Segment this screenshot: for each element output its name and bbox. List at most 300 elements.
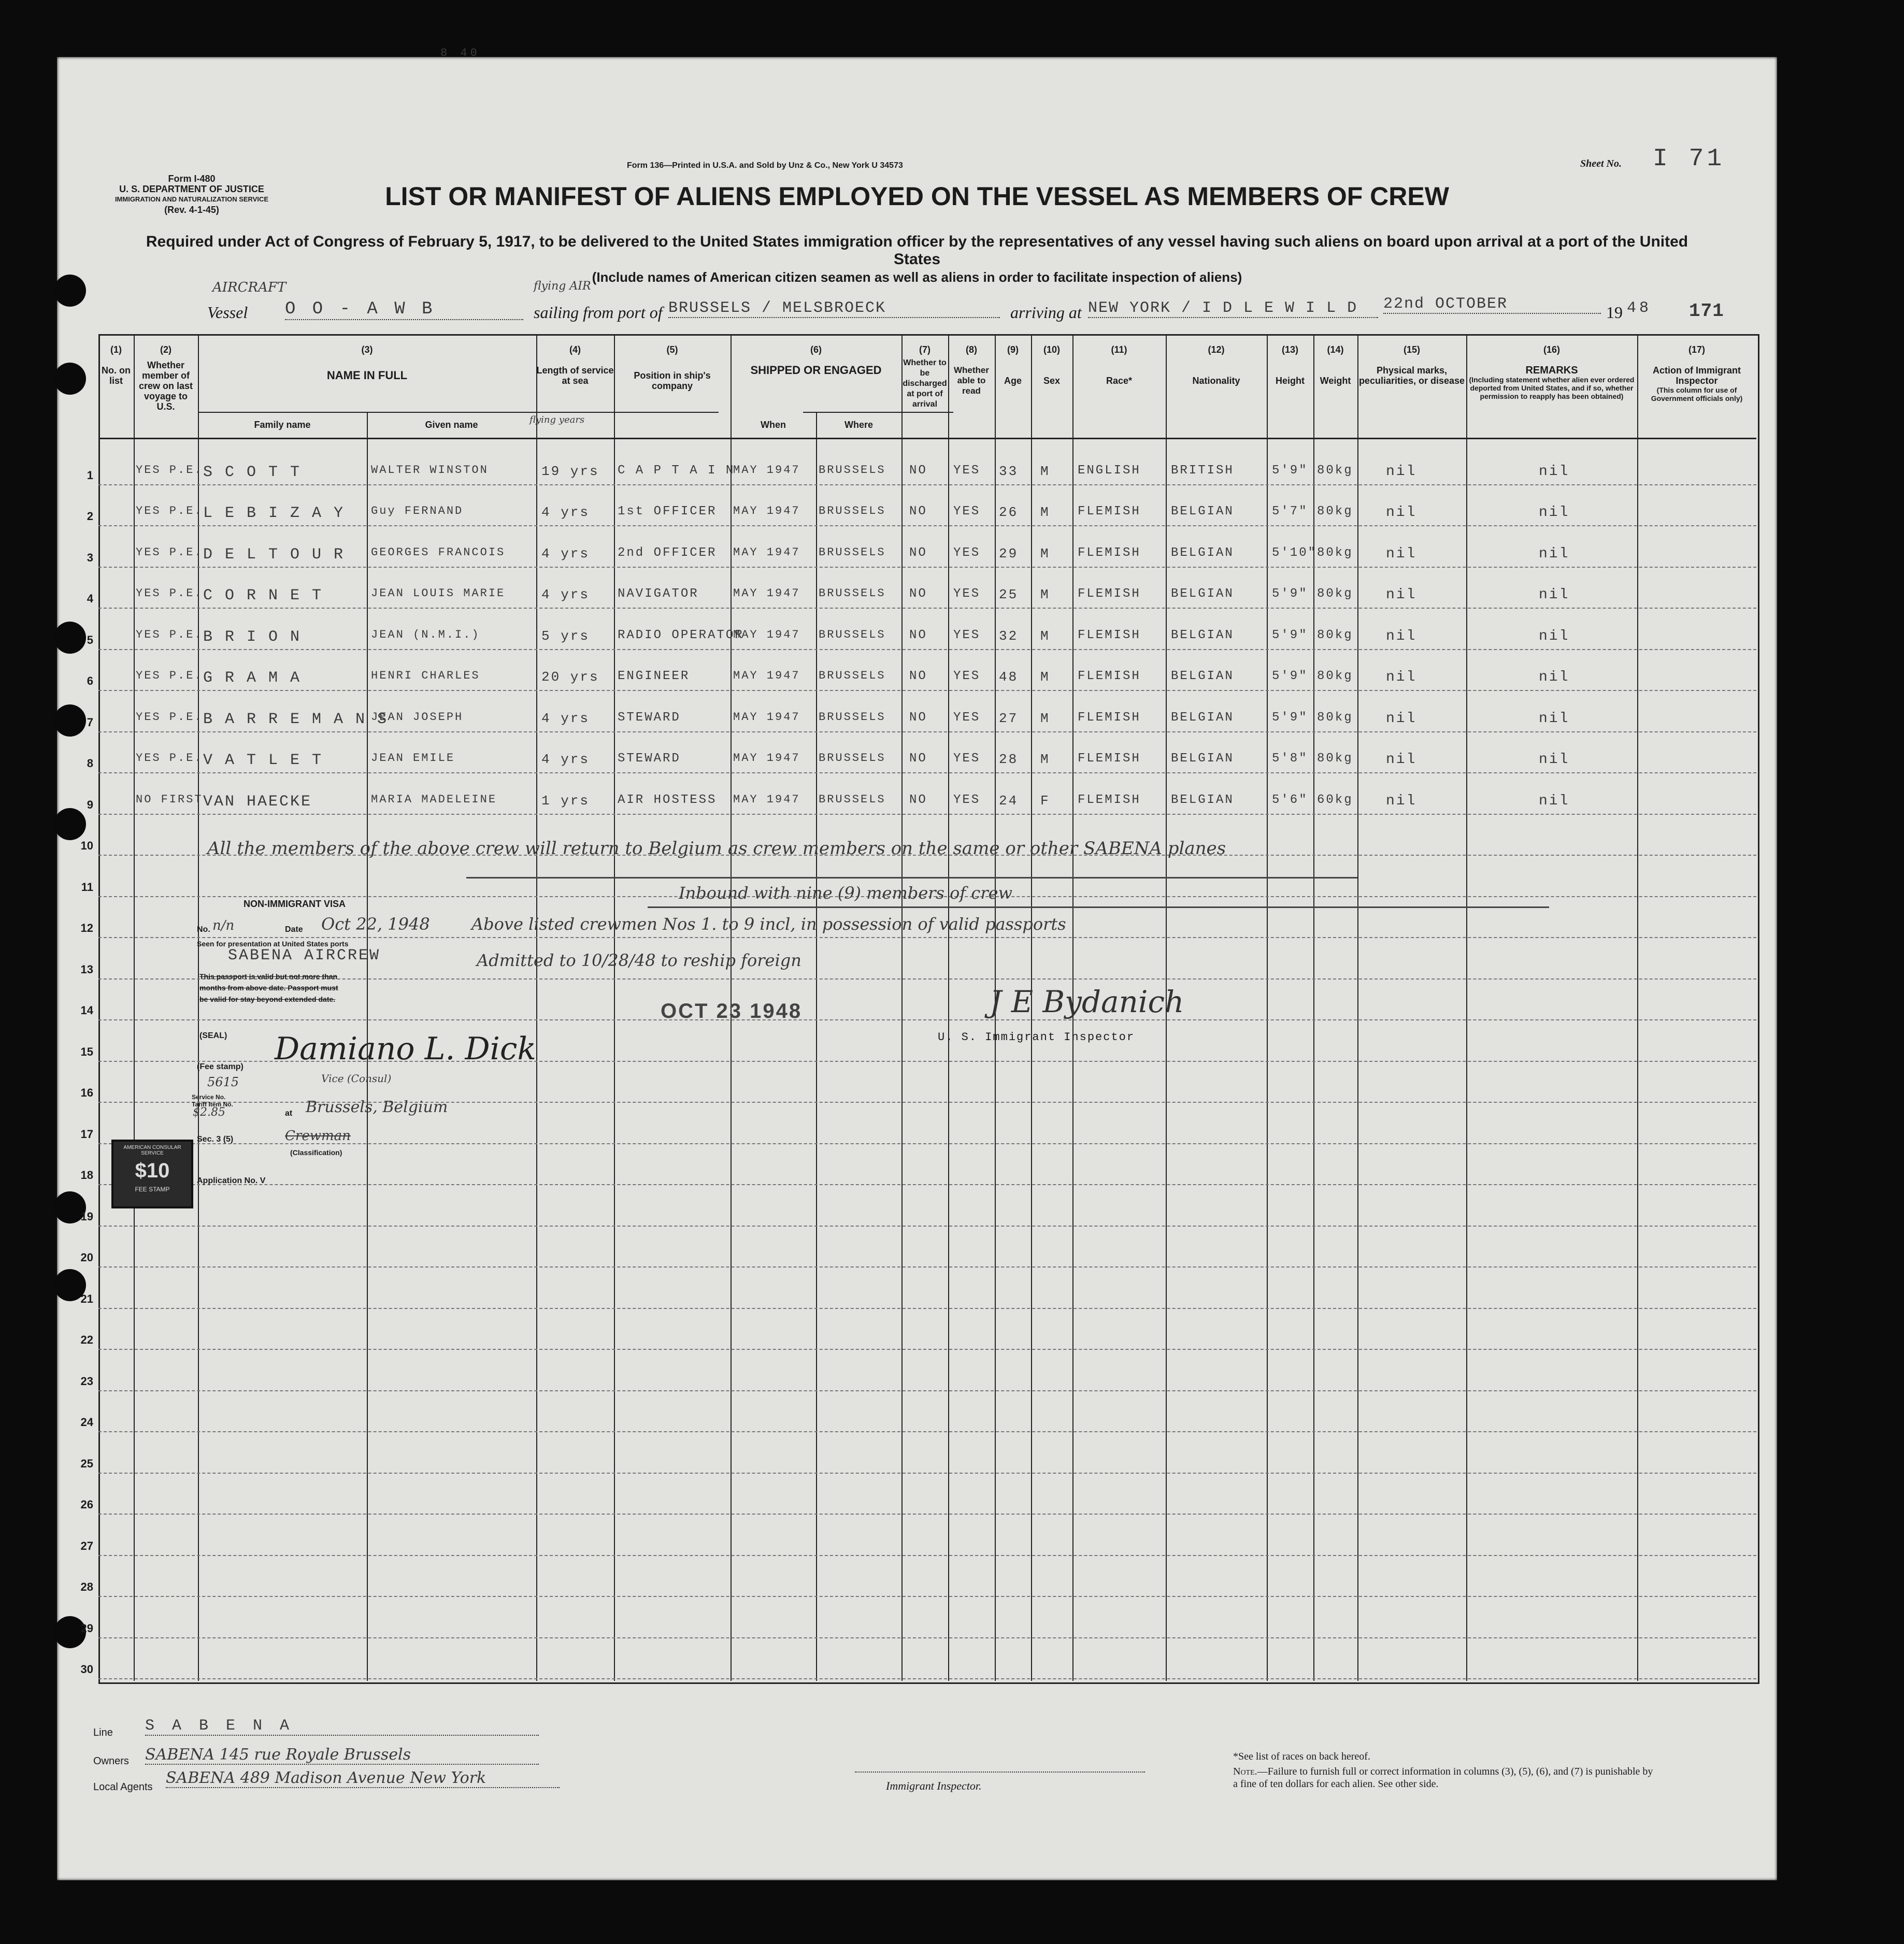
crew-given-name: JEAN EMILE — [371, 752, 455, 765]
crew-discharged: NO — [909, 463, 927, 478]
crew-race: ENGLISH — [1078, 463, 1141, 478]
sheet-label: Sheet No. — [1580, 158, 1622, 169]
crew-shipped-where: BRUSSELS — [819, 710, 886, 724]
crew-able-to-read: YES — [953, 463, 981, 478]
crew-nationality: BELGIAN — [1171, 545, 1234, 560]
consul-signature: Damiano L. Dick — [275, 1031, 536, 1067]
crew-given-name: MARIA MADELEINE — [371, 793, 497, 806]
crew-height: 5'6" — [1272, 793, 1308, 807]
row-number: 28 — [80, 1580, 93, 1593]
crew-race: FLEMISH — [1078, 710, 1141, 725]
crew-shipped-when: MAY 1947 — [733, 793, 800, 806]
crew-weight: 80kg — [1317, 710, 1353, 725]
crew-race: FLEMISH — [1078, 793, 1141, 807]
col-8-header: (8) Whether able to read — [954, 344, 989, 396]
punch-hole — [54, 808, 86, 840]
crew-shipped-where: BRUSSELS — [819, 545, 886, 559]
row-line — [98, 772, 1756, 773]
row-number: 5 — [87, 633, 93, 646]
crew-race: FLEMISH — [1078, 587, 1141, 601]
crew-remarks: nil — [1539, 628, 1570, 644]
arriving-label: arriving at — [1010, 303, 1082, 322]
col-line — [948, 334, 949, 1681]
year-value: 48 — [1627, 299, 1652, 317]
visa-date-label: Date — [285, 925, 303, 934]
crew-given-name: WALTER WINSTON — [371, 463, 489, 477]
row-line — [98, 567, 1756, 568]
crew-height: 5'8" — [1272, 752, 1308, 766]
col-4-header: (4) Length of service at sea — [536, 344, 614, 386]
crew-marks: nil — [1386, 793, 1417, 809]
crew-position: STEWARD — [618, 710, 681, 725]
crew-age: 25 — [999, 587, 1019, 602]
crew-shipped-when: MAY 1947 — [733, 710, 800, 724]
row-number: 24 — [80, 1416, 93, 1429]
crew-shipped-when: MAY 1947 — [733, 628, 800, 641]
crew-age: 29 — [999, 545, 1019, 561]
crew-height: 5'9" — [1272, 587, 1308, 601]
crew-position: 2nd OFFICER — [618, 545, 717, 560]
row-number: 11 — [81, 880, 93, 894]
passport-note: Above listed crewmen Nos 1. to 9 incl, in possession of valid passports — [471, 914, 1066, 934]
visa-date-value: Oct 22, 1948 — [321, 914, 430, 934]
row-number: 7 — [87, 715, 93, 729]
row-line — [98, 731, 1756, 732]
visa-valid-2: months from above date. Passport must — [199, 984, 338, 992]
crew-remarks: nil — [1539, 463, 1570, 480]
fee-amount: $2.85 — [193, 1106, 225, 1119]
row-number: 26 — [80, 1498, 93, 1511]
crew-position: NAVIGATOR — [618, 587, 699, 601]
visa-no-value: n/n — [212, 918, 235, 933]
crew-weight: 80kg — [1317, 463, 1353, 478]
crew-weight: 60kg — [1317, 793, 1353, 807]
at-label: at — [285, 1109, 293, 1118]
col-17-header: (17) Action of Immigrant Inspector (This column for use of Government officials only) — [1651, 344, 1743, 402]
col-line — [134, 334, 135, 1681]
row-line — [98, 1308, 1756, 1309]
at-value: Brussels, Belgium — [306, 1098, 448, 1116]
crew-shipped-when: MAY 1947 — [733, 587, 800, 600]
crew-marks: nil — [1386, 669, 1417, 685]
crew-discharged: NO — [909, 793, 927, 807]
crew-discharged: NO — [909, 587, 927, 601]
crew-able-to-read: YES — [953, 628, 981, 642]
date-stamp: OCT 23 1948 — [661, 1000, 803, 1023]
crew-shipped-when: MAY 1947 — [733, 545, 800, 559]
races-note: *See list of races on back hereof. — [1233, 1751, 1370, 1762]
visa-seen-value: SABENA AIRCREW — [228, 947, 381, 964]
row-number: 21 — [80, 1292, 93, 1305]
crew-family-name: C O R N E T — [203, 587, 323, 604]
line-value: S A B E N A — [145, 1717, 539, 1736]
crew-weight: 80kg — [1317, 752, 1353, 766]
col-5-header: (5) Position in ship's company — [634, 344, 711, 391]
crew-given-name: JEAN JOSEPH — [371, 710, 464, 724]
crew-able-to-read: YES — [953, 710, 981, 725]
crew-prev-voyage: YES P.E. — [136, 505, 203, 517]
crew-nationality: BELGIAN — [1171, 669, 1234, 683]
visa-valid-3: be valid for stay beyond extended date. — [199, 995, 336, 1003]
row-line — [98, 1678, 1756, 1679]
crew-sex: M — [1040, 669, 1050, 685]
crew-prev-voyage: YES P.E. — [136, 628, 203, 641]
col-9-header: (9) Age — [1004, 344, 1022, 386]
crew-age: 48 — [999, 669, 1019, 685]
crew-able-to-read: YES — [953, 545, 981, 560]
row-number: 4 — [87, 592, 93, 605]
crew-family-name: L E B I Z A Y — [203, 505, 345, 522]
crew-remarks: nil — [1539, 710, 1570, 727]
crew-given-name: JEAN (N.M.I.) — [371, 628, 480, 641]
col-6-header: (6) SHIPPED OR ENGAGED — [750, 344, 882, 377]
row-number: 18 — [80, 1169, 93, 1182]
crew-remarks: nil — [1539, 669, 1570, 685]
crew-shipped-where: BRUSSELS — [819, 669, 886, 682]
row-number: 13 — [80, 962, 93, 976]
visa-seen-label: Seen for presentation at United States ports — [197, 940, 349, 948]
col-12-header: (12) Nationality — [1192, 344, 1240, 386]
col-line — [1466, 334, 1467, 1681]
row-number: 8 — [87, 757, 93, 770]
crew-remarks: nil — [1539, 545, 1570, 562]
crew-prev-voyage: YES P.E. — [136, 752, 203, 765]
inspector-title: U. S. Immigrant Inspector — [938, 1031, 1135, 1044]
row-line — [98, 608, 1756, 609]
row-number: 16 — [80, 1086, 93, 1099]
vessel-value: O O - A W B — [285, 299, 523, 320]
crew-sex: M — [1040, 628, 1050, 644]
crew-shipped-where: BRUSSELS — [819, 752, 886, 765]
crew-sex: M — [1040, 545, 1050, 561]
crew-given-name: Guy FERNAND — [371, 505, 464, 517]
inspector-signature: J E Bydanich — [990, 984, 1184, 1019]
crew-shipped-where: BRUSSELS — [819, 793, 886, 806]
row-number: 20 — [80, 1251, 93, 1264]
arrival-date: 22nd OCTOBER — [1383, 295, 1601, 314]
visa-valid-1: This passport is valid but not more than — [199, 972, 338, 981]
manifest-table — [98, 334, 1759, 1684]
arriving-value: NEW YORK / I D L E W I L D — [1088, 299, 1378, 318]
sailing-note: flying AIR — [534, 280, 591, 293]
crew-discharged: NO — [909, 628, 927, 642]
col-3-header: (3) NAME IN FULL — [326, 344, 408, 382]
crew-marks: nil — [1386, 587, 1417, 603]
col-line — [816, 412, 817, 1681]
col-line — [536, 334, 537, 1681]
crew-able-to-read: YES — [953, 587, 981, 601]
crew-discharged: NO — [909, 752, 927, 766]
crew-marks: nil — [1386, 463, 1417, 480]
given-name-header: Given name — [425, 420, 478, 430]
crew-able-to-read: YES — [953, 752, 981, 766]
crew-family-name: D E L T O U R — [203, 545, 345, 564]
crew-marks: nil — [1386, 628, 1417, 644]
crew-race: FLEMISH — [1078, 669, 1141, 683]
crew-family-name: B A R R E M A N S — [203, 710, 389, 728]
crew-service-length: 4 yrs — [541, 505, 590, 520]
service-label: Service No. — [192, 1093, 226, 1101]
crew-race: FLEMISH — [1078, 505, 1141, 519]
crew-service-length: 5 yrs — [541, 628, 590, 644]
crew-height: 5'9" — [1272, 710, 1308, 725]
subtitle: Required under Act of Congress of February 5, 1917, to be delivered to the United States immigration officer by the representatives of any vessel having such aliens on board upon arrival at a port of the United States — [146, 233, 1688, 268]
crew-marks: nil — [1386, 710, 1417, 727]
row-line — [98, 1555, 1756, 1556]
shipped-subheader-rule — [803, 412, 953, 413]
crew-family-name: VAN HAECKE — [203, 793, 312, 811]
crew-able-to-read: YES — [953, 793, 981, 807]
aircraft-note: AIRCRAFT — [212, 280, 287, 295]
col-line — [1357, 334, 1358, 1681]
crew-prev-voyage: NO FIRST — [136, 793, 203, 806]
return-note: All the members of the above crew will return to Belgium as crew members on the same or other SABENA planes — [207, 838, 1226, 859]
inbound-note: Inbound with nine (9) members of crew — [679, 883, 1012, 903]
crew-weight: 80kg — [1317, 545, 1353, 560]
crew-service-length: 4 yrs — [541, 587, 590, 602]
col-13-header: (13) Height — [1276, 344, 1305, 386]
sec-value: Crewman — [285, 1128, 351, 1144]
row-number: 22 — [80, 1333, 93, 1346]
col-line — [198, 334, 199, 1681]
crew-marks: nil — [1386, 545, 1417, 562]
crew-service-length: 4 yrs — [541, 752, 590, 767]
crew-service-length: 4 yrs — [541, 545, 590, 561]
underline — [466, 877, 1357, 879]
col-line — [614, 334, 615, 1681]
col-10-header: (10) Sex — [1043, 344, 1061, 386]
crew-age: 26 — [999, 505, 1019, 520]
punch-hole — [54, 363, 86, 395]
crew-shipped-when: MAY 1947 — [733, 669, 800, 682]
col-1-header: (1) No. on list — [102, 344, 131, 386]
crew-prev-voyage: YES P.E. — [136, 587, 203, 600]
app-label: Application No. V — [197, 1176, 266, 1185]
row-number: 29 — [80, 1621, 93, 1635]
agents-value: SABENA 489 Madison Avenue New York — [166, 1769, 560, 1788]
row-line — [98, 525, 1756, 526]
name-subheader-rule — [198, 412, 719, 413]
tariff-label: Tariff Item No. — [192, 1101, 233, 1108]
crew-family-name: G R A M A — [203, 669, 302, 687]
crew-weight: 80kg — [1317, 505, 1353, 519]
owners-value: SABENA 145 rue Royale Brussels — [145, 1746, 539, 1765]
crew-able-to-read: YES — [953, 669, 981, 683]
crew-discharged: NO — [909, 505, 927, 519]
crew-nationality: BELGIAN — [1171, 710, 1234, 725]
family-name-header: Family name — [254, 420, 311, 430]
row-number: 6 — [87, 674, 93, 687]
crew-discharged: NO — [909, 710, 927, 725]
where-header: Where — [844, 420, 873, 430]
crew-able-to-read: YES — [953, 505, 981, 519]
inspector-line — [855, 1772, 1145, 1773]
col-line — [901, 334, 903, 1681]
row-line — [98, 937, 1756, 938]
row-line — [98, 649, 1756, 650]
crew-family-name: V A T L E T — [203, 752, 323, 769]
service-name: IMMIGRATION AND NATURALIZATION SERVICE — [114, 195, 269, 203]
manifest-sheet — [57, 47, 1777, 1880]
crew-service-length: 4 yrs — [541, 710, 590, 726]
crew-position: AIR HOSTESS — [618, 793, 717, 807]
owners-label: Owners — [93, 1755, 129, 1767]
fee-value: 5615 — [207, 1075, 239, 1089]
revision: (Rev. 4-1-45) — [164, 205, 219, 215]
sec-label: Sec. 3 (5) — [197, 1135, 234, 1144]
crew-weight: 80kg — [1317, 669, 1353, 683]
crew-nationality: BELGIAN — [1171, 587, 1234, 601]
crew-service-length: 19 yrs — [541, 463, 599, 479]
row-number: 23 — [80, 1374, 93, 1388]
crew-family-name: B R I O N — [203, 628, 302, 646]
inspector-label: Immigrant Inspector. — [886, 1779, 982, 1792]
row-line — [98, 1349, 1756, 1350]
sheet-number: I 71 — [1653, 145, 1725, 173]
crew-age: 24 — [999, 793, 1019, 809]
page-title: LIST OR MANIFEST OF ALIENS EMPLOYED ON THE VESSEL AS MEMBERS OF CREW — [385, 182, 1449, 211]
col-line — [1313, 334, 1314, 1681]
crew-height: 5'9" — [1272, 669, 1308, 683]
fee-label: (Fee stamp) — [197, 1062, 244, 1071]
crew-nationality: BRITISH — [1171, 463, 1234, 478]
agents-label: Local Agents — [93, 1781, 153, 1793]
crew-discharged: NO — [909, 545, 927, 560]
crew-position: RADIO OPERATOR — [618, 628, 744, 642]
department: U. S. DEPARTMENT OF JUSTICE — [119, 184, 264, 194]
crew-given-name: HENRI CHARLES — [371, 669, 480, 682]
crew-age: 33 — [999, 463, 1019, 479]
row-number: 1 — [87, 468, 93, 482]
crew-prev-voyage: YES P.E. — [136, 669, 203, 682]
row-number: 14 — [80, 1004, 93, 1017]
crew-shipped-when: MAY 1947 — [733, 505, 800, 517]
crew-shipped-where: BRUSSELS — [819, 463, 886, 477]
crew-sex: F — [1040, 793, 1050, 809]
crew-nationality: BELGIAN — [1171, 793, 1234, 807]
row-line — [98, 1266, 1756, 1268]
row-number: 3 — [87, 551, 93, 564]
row-line — [98, 1473, 1756, 1474]
row-number: 2 — [87, 510, 93, 523]
crew-height: 5'9" — [1272, 628, 1308, 642]
col-15-header: (15) Physical marks, peculiarities, or disease — [1358, 344, 1465, 386]
crew-service-length: 1 yrs — [541, 793, 590, 809]
row-number: 9 — [87, 798, 93, 811]
row-number: 25 — [80, 1457, 93, 1470]
row-line — [98, 1431, 1756, 1432]
col-7-header: (7) Whether to be discharged at port of arrival — [903, 344, 947, 409]
row-line — [98, 1226, 1756, 1227]
crew-shipped-when: MAY 1947 — [733, 752, 800, 765]
line-label: Line — [93, 1727, 113, 1738]
row-line — [98, 814, 1756, 815]
col-16-header: (16) REMARKS (Including statement whether alien ever ordered deported from United States, and if so, whether permission to reapply has been obtained) — [1469, 344, 1635, 400]
crew-height: 5'9" — [1272, 463, 1308, 478]
sailing-label: sailing from port of — [534, 303, 663, 322]
crew-age: 27 — [999, 710, 1019, 726]
class-label: (Classification) — [290, 1148, 342, 1157]
crew-sex: M — [1040, 505, 1050, 520]
crew-weight: 80kg — [1317, 587, 1353, 601]
row-line — [98, 1596, 1756, 1597]
crew-remarks: nil — [1539, 505, 1570, 521]
crew-given-name: GEORGES FRANCOIS — [371, 545, 506, 559]
crew-shipped-when: MAY 1947 — [733, 463, 800, 477]
crew-position: STEWARD — [618, 752, 681, 766]
crew-height: 5'7" — [1272, 505, 1308, 519]
underline — [648, 906, 1549, 908]
crew-marks: nil — [1386, 505, 1417, 521]
col-line — [1267, 334, 1268, 1681]
crew-age: 28 — [999, 752, 1019, 767]
crew-height: 5'10" — [1272, 545, 1318, 560]
crew-shipped-where: BRUSSELS — [819, 587, 886, 600]
row-line — [98, 1184, 1756, 1185]
year-prefix: 19 — [1606, 303, 1623, 322]
crew-prev-voyage: YES P.E. — [136, 545, 203, 559]
crew-nationality: BELGIAN — [1171, 752, 1234, 766]
crew-marks: nil — [1386, 752, 1417, 768]
batch-number: 171 — [1689, 300, 1724, 322]
sailing-value: BRUSSELS / MELSBROECK — [668, 299, 1000, 318]
top-mark: 8 40 — [440, 47, 480, 60]
crew-position: C A P T A I N — [618, 463, 735, 478]
crew-sex: M — [1040, 710, 1050, 726]
col-11-header: (11) Race* — [1106, 344, 1133, 386]
crew-weight: 80kg — [1317, 628, 1353, 642]
visa-no-label: No. — [197, 925, 210, 934]
col-2-header: (2) Whether member of crew on last voyage to U.S. — [138, 344, 193, 412]
row-line — [98, 1019, 1756, 1020]
crew-sex: M — [1040, 587, 1050, 602]
crew-prev-voyage: YES P.E. — [136, 710, 203, 724]
crew-race: FLEMISH — [1078, 545, 1141, 560]
row-number: 27 — [80, 1539, 93, 1552]
crew-remarks: nil — [1539, 587, 1570, 603]
crew-position: 1st OFFICER — [618, 505, 717, 519]
row-number: 10 — [80, 839, 93, 852]
crew-position: ENGINEER — [618, 669, 690, 683]
fine-note: Note.—Failure to furnish full or correct information in columns (3), (5), (6), and (7) is punishable by a fine of ten dollars for each alien. See other side. — [1233, 1766, 1653, 1790]
crew-nationality: BELGIAN — [1171, 505, 1234, 519]
col-14-header: (14) Weight — [1320, 344, 1351, 386]
crew-nationality: BELGIAN — [1171, 628, 1234, 642]
row-number: 15 — [80, 1045, 93, 1058]
fee-stamp: AMERICAN CONSULAR SERVICE $10 FEE STAMP — [111, 1140, 193, 1208]
row-number: 30 — [80, 1663, 93, 1676]
row-number: 19 — [80, 1209, 93, 1223]
crew-remarks: nil — [1539, 793, 1570, 809]
subtitle-note: (Include names of American citizen seamen as well as aliens in order to facilitate inspection of aliens) — [592, 269, 1242, 285]
crew-remarks: nil — [1539, 752, 1570, 768]
row-number: 12 — [80, 921, 93, 934]
consul-label: Vice (Consul) — [321, 1072, 392, 1085]
when-header: When — [761, 420, 786, 430]
row-number: 17 — [80, 1127, 93, 1141]
row-line — [98, 1390, 1756, 1391]
row-line — [98, 484, 1756, 485]
row-line — [98, 690, 1756, 691]
col-line — [1637, 334, 1638, 1681]
row-line — [98, 1514, 1756, 1515]
form-number: Form I-480 — [168, 174, 216, 184]
crew-discharged: NO — [909, 669, 927, 683]
row-line — [98, 1637, 1756, 1638]
admitted-note: Admitted to 10/28/48 to reship foreign — [477, 951, 801, 970]
row-line — [98, 978, 1756, 980]
header-bottom-rule — [98, 438, 1756, 439]
